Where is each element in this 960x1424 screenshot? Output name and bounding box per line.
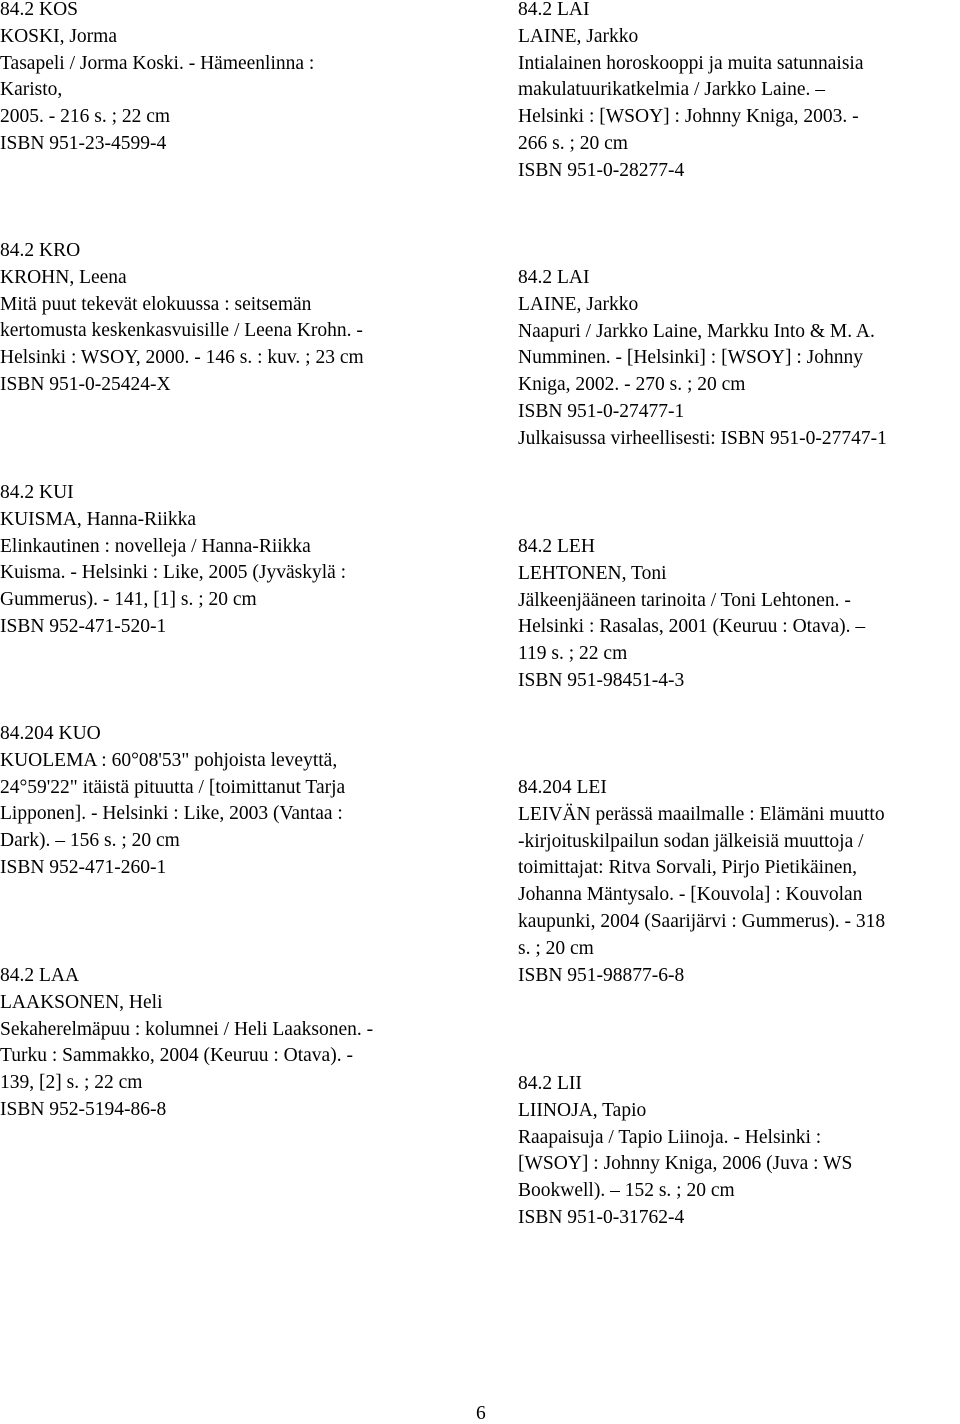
catalog-entry-kui [0,480,346,641]
entry-text-line: Kniga, 2002. - 270 s. ; 20 cm [518,374,746,396]
entry-text-line: Naapuri / Jarkko Laine, Markku Into & M. A. [518,320,875,342]
entry-text-line: [WSOY] : Johnny Kniga, 2006 (Juva : WS [518,1153,853,1175]
catalog-entry-kos [0,0,314,158]
author-line: KOSKI, Jorma [0,25,117,47]
isbn-line: ISBN 951-0-28277-4 [518,159,685,181]
page-number: 6 [476,1403,486,1424]
author-line: LIINOJA, Tapio [518,1099,647,1121]
entry-text-line: Helsinki : Rasalas, 2001 (Keuruu : Otava). – [518,616,866,638]
entry-text-line: Lipponen]. - Helsinki : Like, 2003 (Vantaa : [0,803,343,825]
isbn-line: ISBN 952-471-520-1 [0,615,167,637]
isbn-line: ISBN 952-5194-86-8 [0,1098,167,1120]
entry-text-line: -kirjoituskilpailun sodan jälkeisiä muuttoja / [518,830,864,852]
entry-text-line: Gummerus). - 141, [1] s. ; 20 cm [0,589,257,611]
classification-line: 84.2 LAI [518,0,590,20]
isbn-line: ISBN 951-0-31762-4 [518,1206,685,1228]
catalog-entry-kuo [0,721,345,882]
isbn-line: ISBN 951-0-27477-1 [518,400,685,422]
author-line: LAINE, Jarkko [518,25,639,47]
entry-text-line: Karisto, [0,79,63,101]
entry-text-line: 24°59'22" itäistä pituutta / [toimittanut Tarja [0,776,346,798]
entry-text-line: Raapaisuja / Tapio Liinoja. - Helsinki : [518,1126,822,1148]
entry-text-line: Sekaherelmäpuu : kolumnei / Heli Laaksonen. - [0,1018,374,1040]
entry-text-line: Johanna Mäntysalo. - [Kouvola] : Kouvolan [518,884,863,906]
entry-text-line: 2005. - 216 s. ; 22 cm [0,106,171,128]
isbn-line: ISBN 951-23-4599-4 [0,132,167,154]
classification-line: 84.2 KOS [0,0,79,20]
entry-text-line: 266 s. ; 20 cm [518,132,628,154]
entry-text-line: Tasapeli / Jorma Koski. - Hämeenlinna : [0,52,315,74]
author-line: KROHN, Leena [0,266,127,288]
entry-text-line: kertomusta keskenkasvuisille / Leena Krohn. - [0,320,363,342]
entry-text-line: Bookwell). – 152 s. ; 20 cm [518,1180,735,1202]
entry-text-line: Mitä puut tekevät elokuussa : seitsemän [0,293,312,315]
entry-text-line: toimittajat: Ritva Sorvali, Pirjo Pietikäinen, [518,857,858,879]
isbn-line: ISBN 951-98877-6-8 [518,964,685,986]
classification-line: 84.2 LAA [0,965,80,986]
classification-line: 84.2 LAI [518,267,590,288]
entry-text-line: Helsinki : [WSOY] : Johnny Kniga, 2003. - [518,106,859,128]
author-line: LAAKSONEN, Heli [0,991,163,1013]
isbn-line: ISBN 952-471-260-1 [0,856,167,878]
catalog-entry-lai-1 [518,0,864,185]
entry-text-line: Intialainen horoskooppi ja muita satunnaisia [518,52,864,74]
classification-line: 84.204 LEI [518,777,607,798]
entry-text-line: s. ; 20 cm [518,937,594,959]
classification-line: 84.2 KRO [0,240,81,261]
entry-text-line: makulatuurikatkelmia / Jarkko Laine. – [518,79,826,101]
entry-text-line: Turku : Sammakko, 2004 (Keuruu : Otava). - [0,1045,353,1067]
entry-text-line: Elinkautinen : novelleja / Hanna-Riikka [0,535,311,557]
isbn-line: ISBN 951-98451-4-3 [518,669,685,691]
catalog-entry-lei [518,775,885,989]
author-line: KUISMA, Hanna-Riikka [0,508,197,530]
entry-text-line: Dark). – 156 s. ; 20 cm [0,830,180,852]
entry-text-line: kaupunki, 2004 (Saarijärvi : Gummerus). - 318 [518,910,886,932]
classification-line: 84.204 KUO [0,723,101,744]
catalog-entry-lii [518,1071,852,1232]
catalog-entry-laa [0,963,373,1124]
author-line: LEHTONEN, Toni [518,562,667,584]
isbn-line: ISBN 951-0-25424-X [0,373,171,395]
entry-text-line: 139, [2] s. ; 22 cm [0,1072,143,1094]
title-line: LEIVÄN perässä maailmalle : Elämäni muutto [518,803,885,825]
entry-text-line: Helsinki : WSOY, 2000. - 146 s. : kuv. ; 23 cm [0,347,364,369]
entry-text-line: 119 s. ; 22 cm [518,643,628,665]
catalog-entry-lai-2 [518,265,887,453]
classification-line: 84.2 LEH [518,536,595,557]
classification-line: 84.2 LII [518,1073,582,1094]
entry-text-line: Numminen. - [Helsinki] : [WSOY] : Johnny [518,347,864,369]
classification-line: 84.2 KUI [0,482,74,503]
catalog-entry-kro [0,238,364,399]
note-line: Julkaisussa virheellisesti: ISBN 951-0-27747-1 [518,427,887,449]
catalog-entry-leh [518,534,865,695]
entry-text-line: Kuisma. - Helsinki : Like, 2005 (Jyväskylä : [0,562,347,584]
entry-text-line: Jälkeenjääneen tarinoita / Toni Lehtonen. - [518,589,851,611]
title-line: KUOLEMA : 60°08'53" pohjoista leveyttä, [0,749,338,771]
author-line: LAINE, Jarkko [518,293,639,315]
